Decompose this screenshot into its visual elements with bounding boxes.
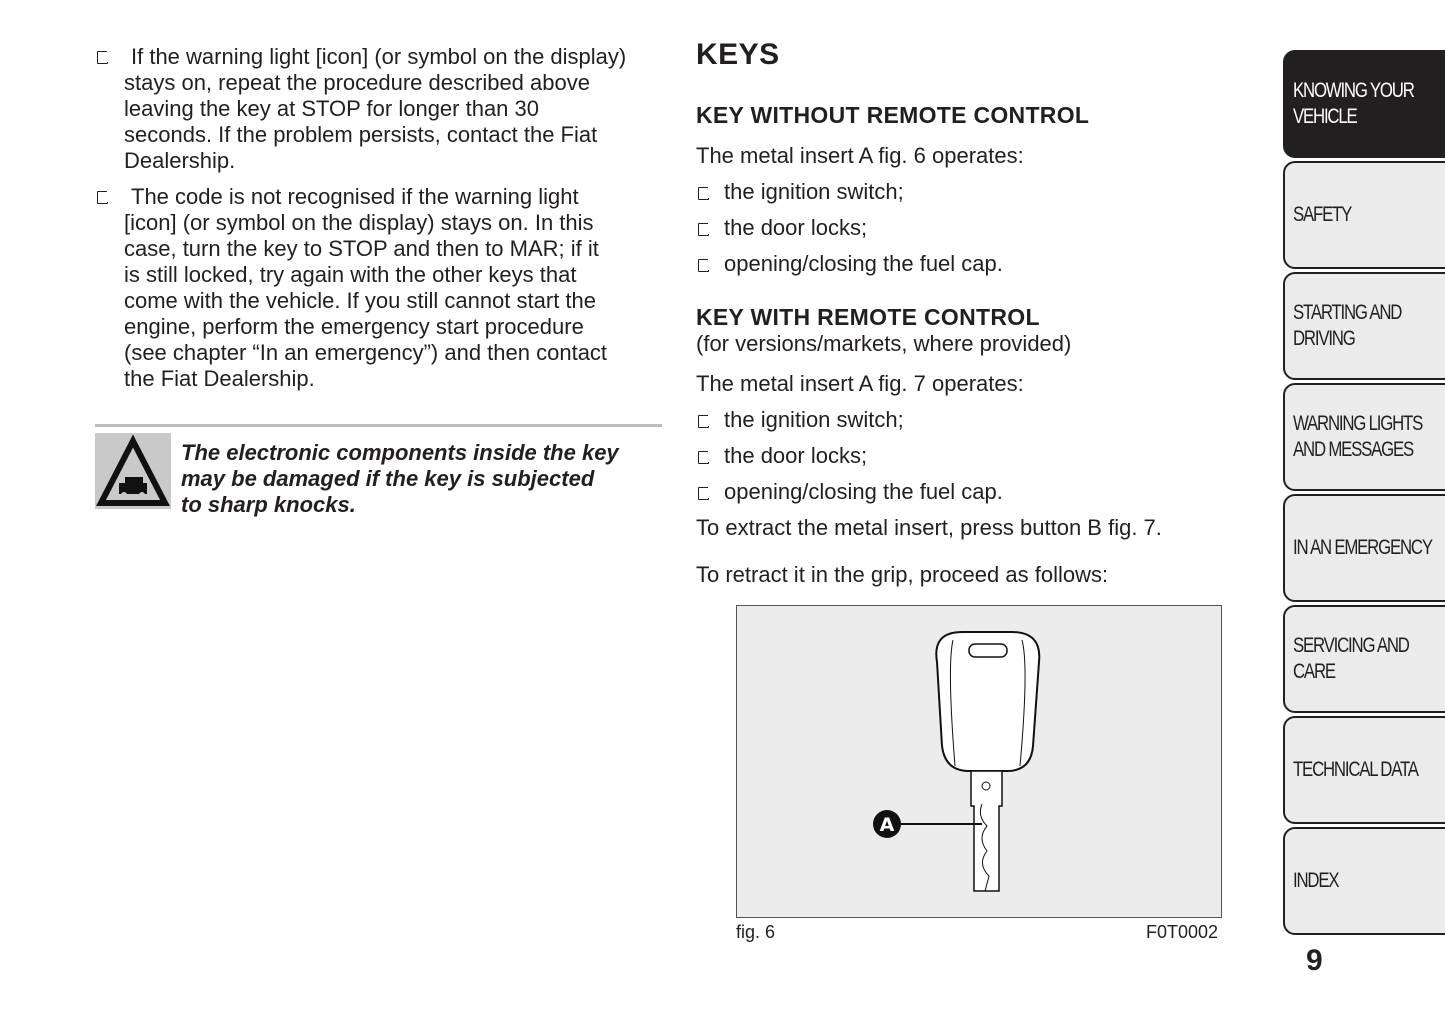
tab-index[interactable]	[1283, 827, 1445, 935]
bullet-text-line: If the warning light [icon] (or symbol on the display)	[131, 44, 627, 69]
bullet-text-line: (see chapter “In an emergency”) and then contact	[124, 340, 608, 365]
section-heading-without-remote: KEY WITHOUT REMOTE CONTROL	[696, 102, 1090, 128]
tab-label: SERVICING AND	[1293, 634, 1409, 657]
bullet-text-line: case, turn the key to STOP and then to MAR; if it	[124, 236, 599, 261]
subheading: (for versions/markets, where provided)	[696, 331, 1072, 356]
tab-label: IN AN EMERGENCY	[1293, 536, 1432, 559]
tab-label: WARNING LIGHTS	[1293, 412, 1423, 435]
page-number: 9	[1306, 944, 1323, 977]
tab-label: INDEX	[1293, 869, 1339, 892]
intro-text: The metal insert A fig. 6 operates:	[696, 143, 1024, 168]
figure-caption: fig. 6	[736, 922, 776, 942]
list-item: the ignition switch;	[724, 407, 904, 432]
list-item: the ignition switch;	[724, 179, 904, 204]
warning-text	[181, 440, 619, 518]
bullet-icon	[698, 187, 709, 200]
tab-warning-lights-and-messages[interactable]	[1283, 383, 1445, 491]
bullet-text-line: engine, perform the emergency start procedure	[124, 314, 584, 339]
section-heading-with-remote: KEY WITH REMOTE CONTROL	[696, 304, 1040, 330]
bullet-text-line: is still locked, try again with the other keys that	[124, 262, 577, 287]
page-title: KEYS	[696, 38, 780, 71]
bullet-icon	[698, 223, 709, 236]
retract-text: To retract it in the grip, proceed as follows:	[696, 562, 1109, 587]
warning-line: to sharp knocks.	[181, 492, 356, 517]
tab-label: CARE	[1293, 660, 1335, 683]
intro-text: The metal insert A fig. 7 operates:	[696, 371, 1024, 396]
warning-line: may be damaged if the key is subjected	[181, 466, 595, 491]
bullet-text-line: the Fiat Dealership.	[124, 366, 315, 391]
bullet-icon	[698, 415, 709, 428]
bullet-text-line: leaving the key at STOP for longer than 30	[124, 96, 540, 121]
list-item: the door locks;	[724, 443, 868, 468]
bullet-icon	[97, 51, 108, 64]
tab-label: DRIVING	[1293, 327, 1355, 350]
list-item: opening/closing the fuel cap.	[724, 479, 1003, 504]
key-figure	[736, 605, 1222, 918]
tab-label: AND MESSAGES	[1293, 438, 1414, 461]
bullet-text-line: The code is not recognised if the warning light	[131, 184, 579, 209]
tab-knowing-your-vehicle[interactable]	[1283, 50, 1445, 158]
bullet-icon	[698, 451, 709, 464]
bullet-text-line: seconds. If the problem persists, contact the Fiat	[124, 122, 598, 147]
extract-text: To extract the metal insert, press button B fig. 7.	[696, 515, 1162, 540]
bullet-text-line: [icon] (or symbol on the display) stays on. In this	[124, 210, 594, 235]
bullet-icon	[698, 487, 709, 500]
tab-label: STARTING AND	[1293, 301, 1402, 324]
list-item: opening/closing the fuel cap.	[724, 251, 1003, 276]
figure-code: F0T0002	[1146, 922, 1219, 942]
bullet-icon	[698, 259, 709, 272]
list-item: the door locks;	[724, 215, 868, 240]
bullet-text-line: come with the vehicle. If you still cannot start the	[124, 288, 597, 313]
tab-servicing-and-care[interactable]	[1283, 605, 1445, 713]
tab-starting-and-driving[interactable]	[1283, 272, 1445, 380]
divider	[95, 424, 662, 427]
tab-label: TECHNICAL DATA	[1293, 758, 1418, 781]
callout-a: A	[879, 814, 895, 836]
tab-label: SAFETY	[1293, 203, 1352, 226]
bullet-icon	[97, 191, 108, 204]
key-illustration-icon	[873, 632, 1039, 891]
tab-label: VEHICLE	[1293, 105, 1357, 128]
tab-in-an-emergency[interactable]	[1283, 494, 1445, 602]
warning-triangle-icon	[95, 433, 171, 509]
bullet-text-line: stays on, repeat the procedure described above	[124, 70, 590, 95]
bullet-text-line: Dealership.	[124, 148, 236, 173]
tab-technical-data[interactable]	[1283, 716, 1445, 824]
tab-label: KNOWING YOUR	[1293, 79, 1414, 102]
warning-line: The electronic components inside the key	[181, 440, 619, 465]
tab-safety[interactable]	[1283, 161, 1445, 269]
